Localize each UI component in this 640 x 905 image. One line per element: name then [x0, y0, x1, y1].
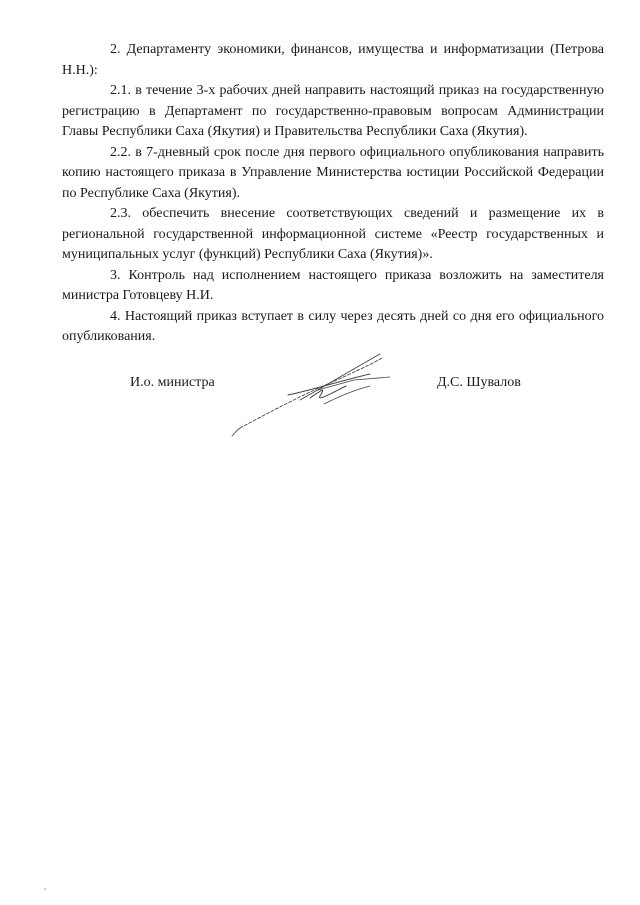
- handwritten-signature: [230, 350, 400, 440]
- signer-position: И.о. министра: [130, 375, 215, 390]
- scan-speck: [44, 888, 46, 890]
- paragraph-2: 2. Департаменту экономики, финансов, имущества и информатизации (Петрова Н.Н.):: [62, 42, 604, 78]
- paragraph-3: 3. Контроль над исполнением настоящего приказа возложить на заместителя министра Готовцеву Н.И.: [62, 267, 604, 303]
- paragraph-2-3: 2.3. обеспечить внесение соответствующих сведений и размещение их в региональной государственной информационной системе «Реестр государственных и муниципальных услуг (функций) Республики Саха (Якутия)».: [62, 206, 604, 262]
- paragraph-2-2: 2.2. в 7-дневный срок после дня первого официального опубликования направить копию настоящего приказа в Управление Министерства юстиции Российской Федерации по Республике Саха (Якутия).: [62, 144, 604, 201]
- paragraph-2-1: 2.1. в течение 3-х рабочих дней направить настоящий приказ на государственную регистрацию в Департамент по государственно-правовым вопросам Администрации Главы Республики Саха (Якутия) и Правительства Республики Саха (Якутия).: [62, 83, 604, 139]
- signer-name: Д.С. Шувалов: [437, 375, 521, 390]
- document-body: [62, 40, 604, 348]
- signature-block: [0, 375, 640, 455]
- paragraph-4: 4. Настоящий приказ вступает в силу через десять дней со дня его официального опубликования.: [62, 308, 604, 344]
